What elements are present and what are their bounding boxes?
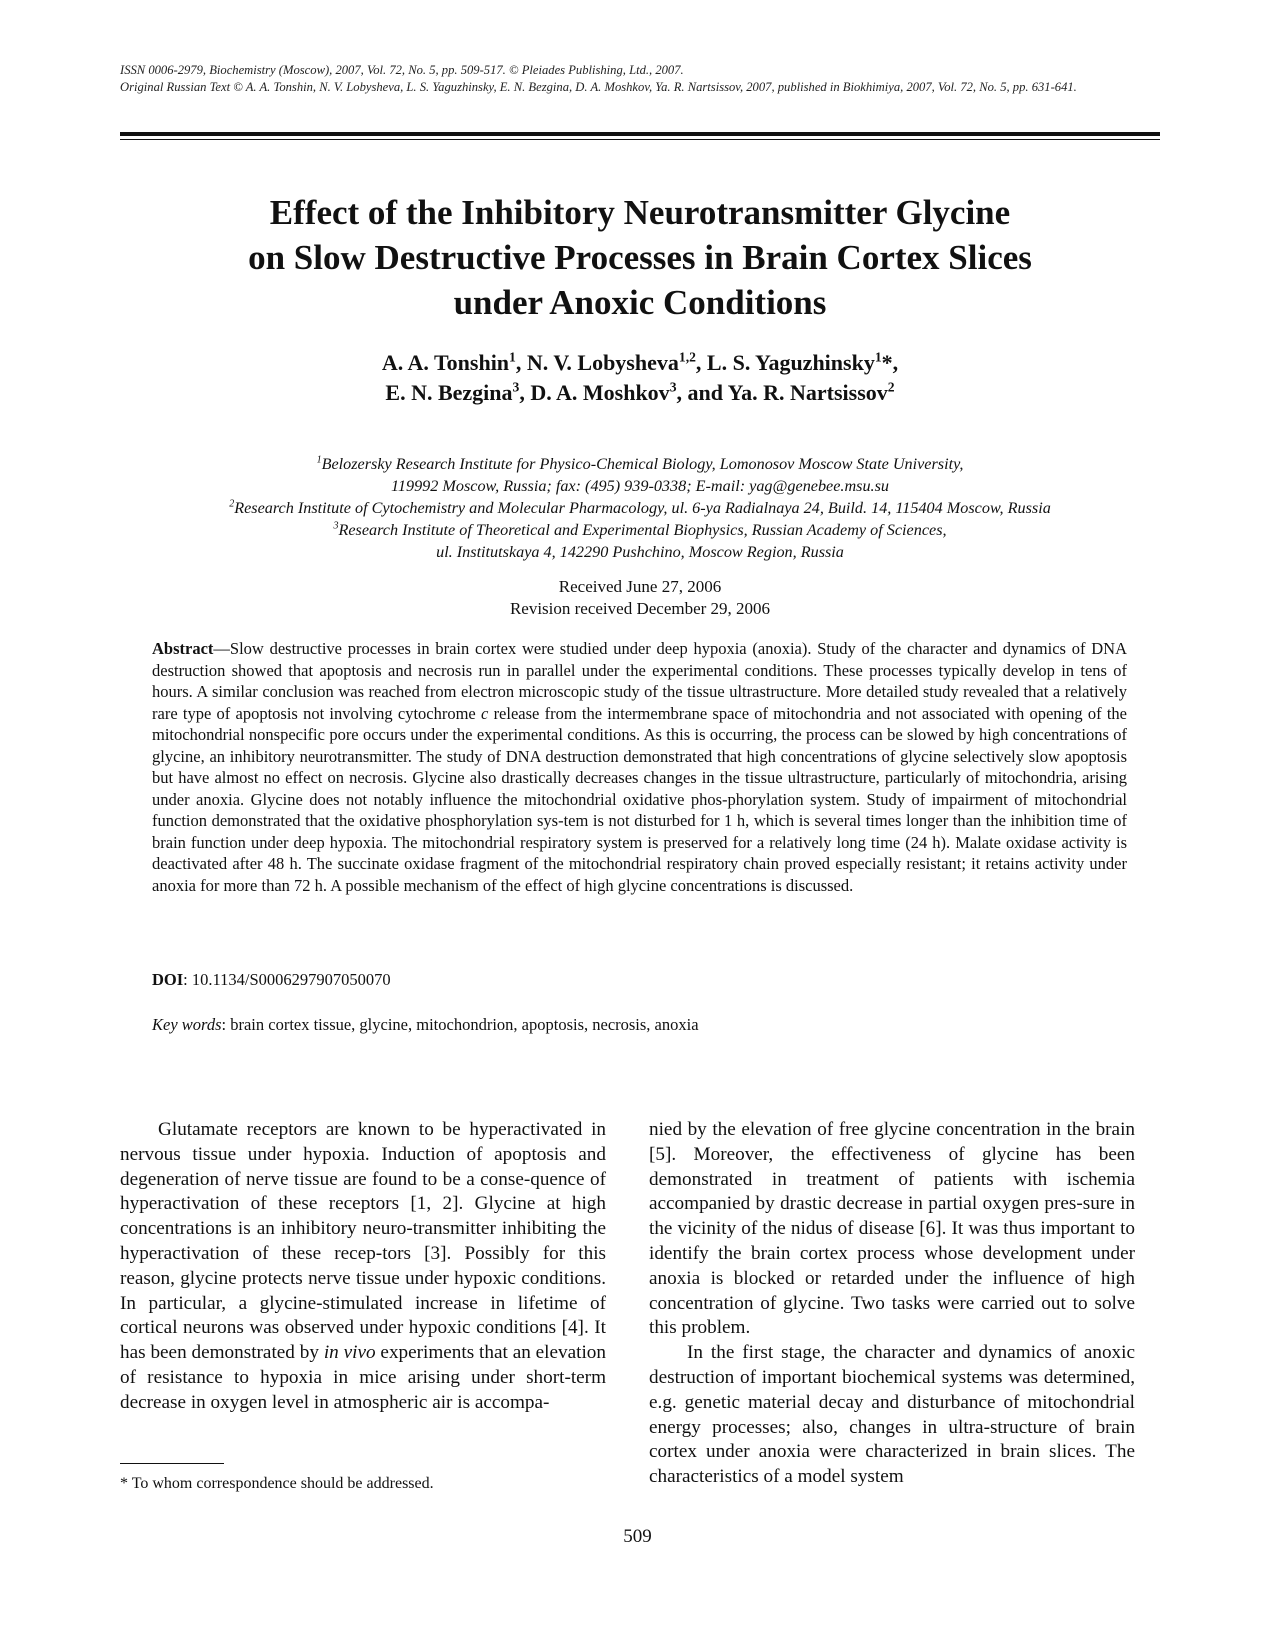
abstract-text-1: —Slow destructive processes in brain cortex were studied under deep hypoxia (anoxia). Study of the character and dynamics of DNA destruction showed that apoptosis and necrosis run in parallel under the experimental conditions. These processes typically develop in tens of hours. A similar conclusion was reached from electron microscopic study of the tissue ultrastructure. More detailed study revealed that a relatively rare type of apoptosis not involving cytochrome xyxy=(152,639,1127,723)
affiliation-1-line-2: 119992 Moscow, Russia; fax: (495) 939-0338; E-mail: yag@genebee.msu.su xyxy=(390,477,890,495)
author-affiliation-mark: 1 xyxy=(509,349,516,365)
revision-date: Revision received December 29, 2006 xyxy=(509,599,771,618)
footnote: * To whom correspondence should be addressed. xyxy=(120,1475,434,1492)
author-affiliation-mark: 1,2 xyxy=(678,349,696,365)
author-name: A. A. Tonshin xyxy=(381,350,510,375)
author-line-1 xyxy=(140,348,1140,378)
author-name: D. A. Moshkov xyxy=(530,380,670,405)
affiliation-2-line-1 xyxy=(120,497,1160,519)
original-text-note: Original Russian Text © A. A. Tonshin, N. V. Lobysheva, L. S. Yaguzhinsky, E. N. Bezgina, D. A. Moshkov, Ya. R. Nartsissov, 2007, published in Biokhimiya, 2007, Vol. 72, No. 5, pp. 631-641. xyxy=(120,80,1077,94)
author-affiliation-mark: 2 xyxy=(887,379,895,395)
author-separator: , and xyxy=(676,380,728,405)
affiliation-text: Research Institute of Theoretical and Experimental Biophysics, Russian Academy of Sciences, xyxy=(338,521,947,539)
author-line-2 xyxy=(140,378,1140,408)
affiliation-3-line-1 xyxy=(120,519,1160,541)
journal-citation: ISSN 0006-2979, Biochemistry (Moscow), 2007, Vol. 72, No. 5, pp. 509-517. © Pleiades Publishing, Ltd., 2007. xyxy=(120,63,684,77)
abstract-text-2: release from the intermembrane space of mitochondria and not associated with opening of the mitochondrial nonspecific pore occurs under the experimental conditions. As this is occurring, the process can be slowed by high concentrations of glycine, an inhibitory neurotransmitter. The study of DNA destruction demonstrated that high concentrations of glycine selectively slow apoptosis but have almost no effect on necrosis. Glycine also drastically decreases changes in the tissue ultrastructure, particularly of mitochondria, arising under anoxia. Glycine does not notably influence the mitochondrial oxidative phos-phorylation system. Study of impairment of mitochondrial function demonstrated that the oxidative phosphorylation sys-tem is not disturbed for 1 h, which is several times longer than the inhibition time of brain function under deep hypoxia. The mitochondrial respiratory system is preserved for a relatively long time (24 h). Malate oxidase activity is deactivated after 48 h. The succinate oxidase fragment of the mitochondrial respiratory chain proved especially resistant; it retains activity under anoxia for more than 72 h. A possible mechanism of the effect of high glycine concentrations is discussed. xyxy=(152,703,1127,895)
abstract xyxy=(152,638,1127,896)
author-affiliation-mark: 1 xyxy=(874,349,882,365)
author-separator: *, xyxy=(881,350,899,375)
body-column-right xyxy=(649,1118,1135,1490)
doi-value: : 10.1134/S0006297907050070 xyxy=(183,970,391,989)
keywords xyxy=(152,1015,699,1035)
body-paragraph xyxy=(120,1118,606,1416)
affiliations xyxy=(120,453,1160,563)
header-rule-thin xyxy=(120,139,1160,140)
author-affiliation-mark: 3 xyxy=(669,379,677,395)
abstract-label: Abstract xyxy=(152,639,214,658)
keywords-value: : brain cortex tissue, glycine, mitochondrion, apoptosis, necrosis, anoxia xyxy=(221,1015,699,1034)
title-line-1: Effect of the Inhibitory Neurotransmitter Glycine xyxy=(269,193,1011,232)
affiliation-1-line-1 xyxy=(120,453,1160,475)
author-name: L. S. Yaguzhinsky xyxy=(706,350,875,375)
affiliation-text: Research Institute of Cytochemistry and Molecular Pharmacology, ul. 6-ya Radialnaya 24, Build. 14, 115404 Moscow, Russia xyxy=(234,499,1051,517)
author-separator: , xyxy=(515,350,527,375)
body-text: experiments that an elevation of resistance to hypoxia in mice arising under short-term decrease in oxygen level in atmospheric air is accompa- xyxy=(120,1342,606,1413)
keywords-label: Key words xyxy=(152,1015,222,1034)
title-line-2: on Slow Destructive Processes in Brain Cortex Slices xyxy=(248,238,1032,277)
footnote-rule xyxy=(120,1463,224,1464)
author-name: Ya. R. Nartsissov xyxy=(727,380,888,405)
author-affiliation-mark: 3 xyxy=(512,379,520,395)
affiliation-mark: 2 xyxy=(229,498,235,510)
dates xyxy=(120,576,1160,620)
author-name: N. V. Lobysheva xyxy=(526,350,679,375)
body-text: Glutamate receptors are known to be hyperactivated in nervous tissue under hypoxia. Induction of apoptosis and degeneration of nerve tissue are found to be a conse-quence of hyperactivation of these receptors [1, 2]. Glycine at high concentrations is an inhibitory neuro-transmitter inhibiting the hyperactivation of these recep-tors [3]. Possibly for this reason, glycine protects nerve tissue under hypoxic conditions. In particular, a glycine-stimulated increase in lifetime of cortical neurons was observed under hypoxic conditions [4]. It has been demonstrated by xyxy=(120,1119,606,1364)
body-paragraph: nied by the elevation of free glycine concentration in the brain [5]. Moreover, the effectiveness of glycine has been demonstrated in treatment of patients with ischemia accompanied by drastic decrease in partial oxygen pres-sure in the vicinity of the nidus of disease [6]. It was thus important to identify the brain cortex process whose development under anoxia is blocked or retarded under the influence of high concentration of glycine. Two tasks were carried out to solve this problem. xyxy=(649,1119,1135,1339)
body-column-left xyxy=(120,1118,606,1416)
affiliation-mark: 1 xyxy=(316,454,322,466)
author-name: E. N. Bezgina xyxy=(385,380,513,405)
doi xyxy=(152,970,391,990)
affiliation-3-line-2: ul. Institutskaya 4, 142290 Pushchino, Moscow Region, Russia xyxy=(436,543,844,561)
article-title xyxy=(140,190,1140,325)
page-number: 509 xyxy=(623,1526,652,1547)
body-paragraph: In the first stage, the character and dynamics of anoxic destruction of important biochemical systems was determined, e.g. genetic material decay and disturbance of mitochondrial energy processes; also, changes in ultra-structure of brain cortex under anoxia were characterized in brain slices. The characteristics of a model system xyxy=(649,1342,1135,1488)
affiliation-mark: 3 xyxy=(333,520,339,532)
journal-header xyxy=(120,62,1160,96)
body-italic: in vivo xyxy=(323,1342,376,1364)
affiliation-text: Belozersky Research Institute for Physico-Chemical Biology, Lomonosov Moscow State University, xyxy=(321,455,964,473)
header-rule-thick xyxy=(120,132,1160,136)
abstract-italic-c: c xyxy=(481,703,489,723)
received-date: Received June 27, 2006 xyxy=(558,577,722,596)
author-list xyxy=(140,348,1140,408)
author-separator: , xyxy=(695,350,707,375)
doi-label: DOI xyxy=(152,970,184,989)
title-line-3: under Anoxic Conditions xyxy=(453,283,827,322)
author-separator: , xyxy=(519,380,531,405)
